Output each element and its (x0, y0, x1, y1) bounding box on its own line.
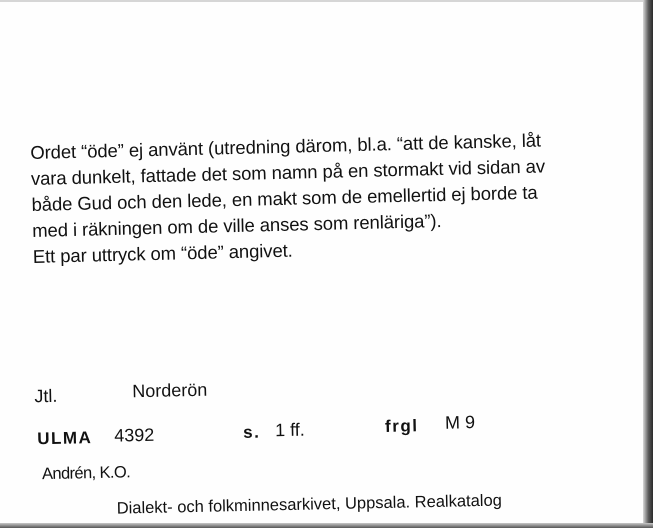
card-right-edge (643, 0, 653, 528)
question-label: frgl (384, 416, 419, 436)
archive-number: 4392 (113, 424, 155, 446)
body-line: både Gud och den lede, en makt som de emellertid ej borde ta (31, 181, 538, 215)
body-line: vara dunkelt, fattade det som namn på en stormakt vid sidan av (30, 155, 546, 189)
archive-label: ULMA (37, 428, 93, 449)
body-line: med i räkningen om de ville anses som renläriga”). (31, 209, 442, 241)
question-value: M 9 (444, 412, 476, 433)
page-value: 1 ff. (274, 419, 306, 441)
source-line: Dialekt- och folkminnesarkivet, Uppsala. Realkatalog (116, 491, 503, 518)
author: Andrén, K.O. (41, 463, 131, 484)
body-line: Ordet “öde” ej använt (utredning därom, bl.a. “att de kanske, låt (30, 129, 542, 163)
card-bottom-edge (0, 523, 653, 528)
place-value: Norderön (132, 379, 208, 402)
page-label: s. (242, 422, 261, 442)
place-label: Jtl. (34, 385, 58, 407)
body-line: Ett par uttryck om “öde” angivet. (32, 239, 293, 267)
